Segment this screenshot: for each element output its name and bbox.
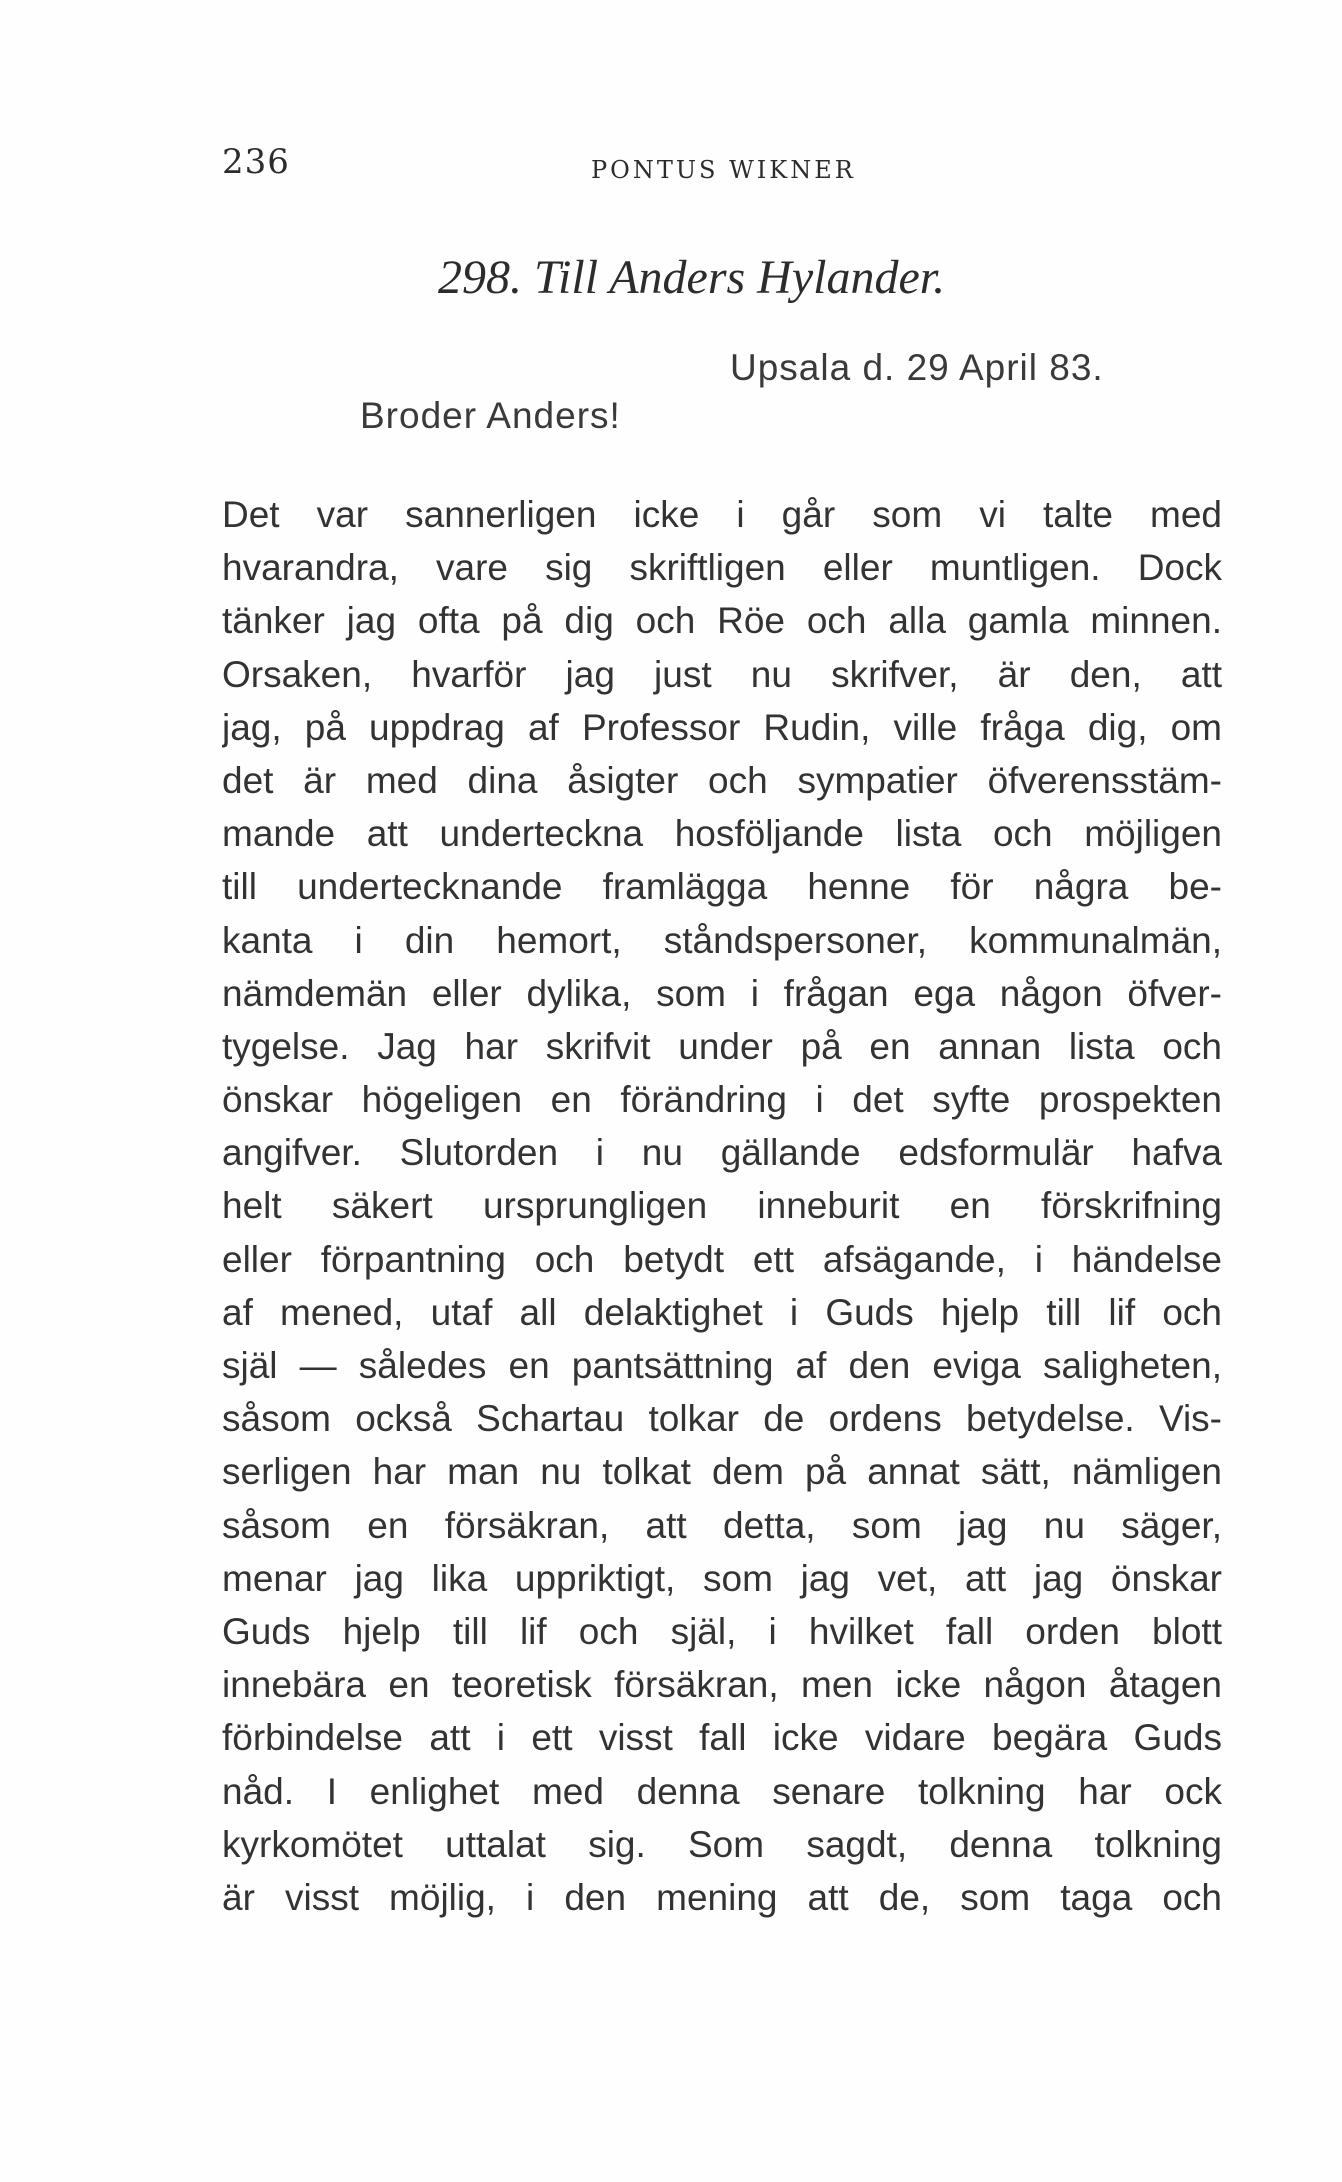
letter-body (222, 488, 1222, 1924)
body-line: Orsaken, hvarför jag just nu skrifver, är den, att (222, 653, 1222, 695)
body-line: kanta i din hemort, ståndspersoner, kommunalmän, (222, 919, 1222, 961)
body-line: serligen har man nu tolkat dem på annat sätt, nämligen (222, 1451, 1222, 1493)
body-line: såsom också Schartau tolkar de ordens betydelse. Vis- (222, 1398, 1222, 1440)
letter-dateline: Upsala d. 29 April 83. (730, 347, 1104, 388)
body-line: helt säkert ursprungligen inneburit en förskrifning (222, 1185, 1222, 1227)
body-line: tänker jag ofta på dig och Röe och alla gamla minnen. (222, 600, 1222, 642)
body-line: kyrkomötet uttalat sig. Som sagdt, denna tolkning (222, 1823, 1222, 1865)
body-line: angifver. Slutorden i nu gällande edsformulär hafva (222, 1132, 1222, 1174)
letter-salutation: Broder Anders! (360, 395, 621, 436)
body-line: såsom en försäkran, att detta, som jag nu säger, (222, 1504, 1222, 1546)
body-line: hvarandra, vare sig skriftligen eller muntligen. Dock (222, 547, 1222, 589)
body-line: nämdemän eller dylika, som i frågan ega någon öfver- (222, 972, 1222, 1014)
body-line: eller förpantning och betydt ett afsägande, i händelse (222, 1238, 1222, 1280)
running-head: PONTUS WIKNER (591, 156, 856, 184)
body-line: nåd. I enlighet med denna senare tolkning har ock (222, 1770, 1222, 1812)
body-line: det är med dina åsigter och sympatier öfverensstäm- (222, 759, 1222, 801)
body-line: jag, på uppdrag af Professor Rudin, ville fråga dig, om (222, 706, 1222, 748)
body-line: tygelse. Jag har skrifvit under på en annan lista och (222, 1025, 1222, 1067)
body-line: är visst möjlig, i den mening att de, som taga och (222, 1876, 1222, 1918)
body-line: menar jag lika uppriktigt, som jag vet, att jag önskar (222, 1557, 1222, 1599)
body-line: innebära en teoretisk försäkran, men icke någon åtagen (222, 1664, 1222, 1706)
body-line: till undertecknande framlägga henne för några be- (222, 866, 1222, 908)
letter-title: 298. Till Anders Hylander. (438, 251, 946, 304)
body-line: själ — således en pantsättning af den eviga saligheten, (222, 1345, 1222, 1386)
body-line: förbindelse att i ett visst fall icke vidare begära Guds (222, 1717, 1222, 1759)
body-line: önskar högeligen en förändring i det syfte prospekten (222, 1079, 1222, 1121)
body-line: af mened, utaf all delaktighet i Guds hjelp till lif och (222, 1291, 1222, 1333)
page-number: 236 (222, 142, 290, 182)
body-line: Det var sannerligen icke i går som vi talte med (222, 494, 1222, 535)
body-line: mande att underteckna hosföljande lista och möjligen (222, 813, 1222, 855)
body-line: Guds hjelp till lif och själ, i hvilket fall orden blott (222, 1610, 1222, 1652)
